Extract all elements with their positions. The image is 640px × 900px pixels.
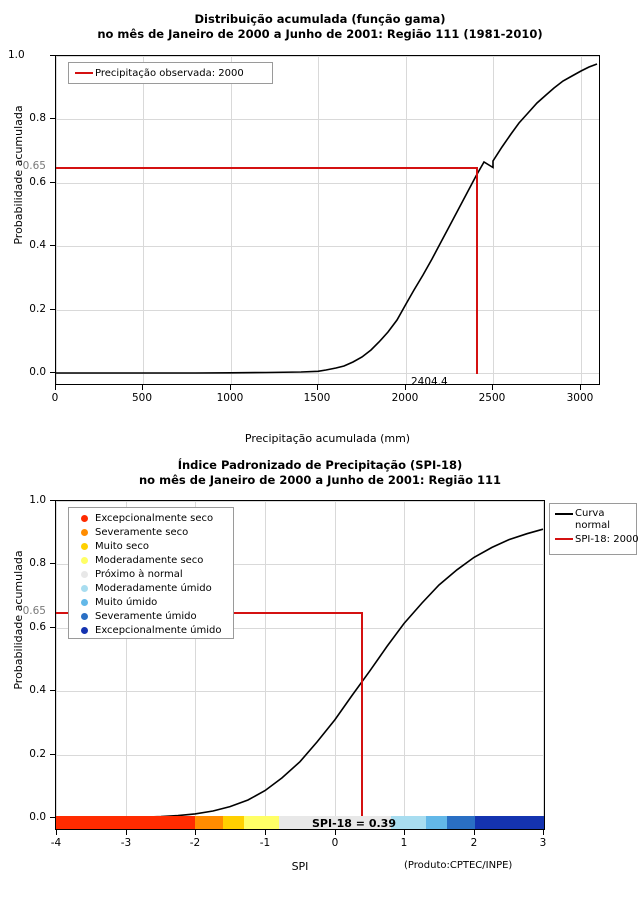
top-chart-title-line2: no mês de Janeiro de 2000 a Junho de 2001: Região 111 (1981-2010)	[97, 27, 543, 41]
category-dot-icon	[73, 515, 95, 522]
top-ytick	[50, 245, 55, 246]
spi-band-excepcionalmente-umido	[475, 816, 544, 829]
bottom-xtick-label: 0	[331, 837, 339, 849]
spi-chart	[0, 450, 640, 900]
legend-item-label: Moderadamente seco	[95, 554, 204, 566]
top-ytick	[50, 372, 55, 373]
top-highlight-prob-label: 0.65	[22, 160, 46, 172]
bottom-chart-title-line1: Índice Padronizado de Precipitação (SPI-18)	[177, 458, 463, 472]
observed-value-line	[476, 167, 478, 374]
legend-item	[73, 567, 229, 581]
legend-item-label: Curva normal	[575, 508, 611, 531]
bottom-chart-title	[0, 458, 640, 488]
bottom-xtick	[474, 830, 475, 835]
observed-probability-line	[56, 167, 477, 169]
bottom-xtick-label: -4	[50, 837, 62, 849]
top-plot-area	[55, 55, 600, 385]
top-ytick	[50, 118, 55, 119]
bottom-xtick	[56, 830, 57, 835]
bottom-ytick-label: 0.6	[29, 621, 46, 633]
spi-value-label: SPI-18 = 0.39	[312, 817, 396, 830]
bottom-ytick-label: 0.4	[29, 684, 46, 696]
legend-item-label: Precipitação observada: 2000	[95, 67, 244, 79]
top-ytick-label: 0.2	[29, 303, 46, 315]
category-dot-icon	[73, 599, 95, 606]
spi-band-moderadamente-umido	[391, 816, 426, 829]
top-xtick-label: 1500	[303, 392, 331, 404]
legend-item-label: Excepcionalmente seco	[95, 512, 214, 524]
spi-band-severamente-umido	[447, 816, 475, 829]
top-ytick	[50, 182, 55, 183]
top-ytick-label: 0.0	[29, 366, 46, 378]
spi-category-legend	[68, 507, 234, 639]
bottom-ytick	[50, 627, 55, 628]
top-ytick-label: 1.0	[8, 49, 25, 61]
bottom-xtick	[404, 830, 405, 835]
bottom-ytick-label: 0.2	[29, 748, 46, 760]
top-xtick	[405, 385, 406, 390]
legend-item	[73, 539, 229, 553]
bottom-xaxis-title: SPI	[291, 860, 309, 873]
bottom-xtick-label: -2	[189, 837, 201, 849]
legend-item	[553, 532, 639, 546]
top-xtick-label: 2500	[478, 392, 506, 404]
observed-value-label: 2404.4	[411, 376, 448, 388]
gamma-cdf-curve	[56, 56, 599, 384]
legend-item-label: Muito úmido	[95, 596, 158, 608]
category-dot-icon	[73, 627, 95, 634]
legend-item	[73, 525, 229, 539]
top-ytick-label: 0.8	[29, 112, 46, 124]
top-xtick	[142, 385, 143, 390]
bottom-xtick-label: 1	[400, 837, 408, 849]
top-xtick-label: 1000	[216, 392, 244, 404]
bottom-xtick-label: -1	[259, 837, 271, 849]
spi-band-moderadamente-seco	[244, 816, 279, 829]
top-yaxis-title: Probabilidade acumulada	[12, 105, 25, 245]
top-xtick	[230, 385, 231, 390]
bottom-yaxis-title: Probabilidade acumulada	[12, 550, 25, 690]
spi-category-colorbar	[56, 816, 544, 829]
top-legend	[68, 62, 273, 84]
bottom-ytick	[50, 817, 55, 818]
legend-item	[73, 66, 268, 80]
bottom-xtick-label: 3	[539, 837, 547, 849]
legend-item	[553, 508, 633, 532]
bottom-xtick-label: -3	[120, 837, 132, 849]
bottom-xtick	[543, 830, 544, 835]
category-dot-icon	[73, 613, 95, 620]
spi-band-excepcionalmente-seco	[56, 816, 195, 829]
top-xtick-label: 500	[131, 392, 153, 404]
legend-item	[73, 511, 229, 525]
top-chart-title	[0, 12, 640, 42]
bottom-xtick	[195, 830, 196, 835]
legend-line-icon	[553, 508, 575, 515]
bottom-ytick-label: 1.0	[29, 494, 46, 506]
spi-band-severamente-seco	[195, 816, 223, 829]
category-dot-icon	[73, 571, 95, 578]
top-ytick-label: 0.6	[29, 176, 46, 188]
top-xtick	[492, 385, 493, 390]
legend-item-label: SPI-18: 2000	[575, 533, 639, 545]
legend-item-label: Muito seco	[95, 540, 149, 552]
legend-item-label: Moderadamente úmido	[95, 582, 212, 594]
category-dot-icon	[73, 585, 95, 592]
top-xtick	[317, 385, 318, 390]
bottom-xtick	[265, 830, 266, 835]
bottom-ytick-label: 0.0	[29, 811, 46, 823]
bottom-chart-title-line2: no mês de Janeiro de 2000 a Junho de 2001: Região 111	[139, 473, 501, 487]
legend-item	[73, 623, 229, 637]
bottom-ytick	[50, 500, 55, 501]
category-dot-icon	[73, 529, 95, 536]
category-dot-icon	[73, 543, 95, 550]
top-xtick	[55, 385, 56, 390]
legend-line-icon	[73, 72, 95, 74]
legend-item	[73, 553, 229, 567]
spi-band-muito-seco	[223, 816, 244, 829]
legend-line-icon	[553, 538, 575, 540]
top-xtick-label: 3000	[566, 392, 594, 404]
bottom-highlight-prob-label: 0.65	[22, 605, 46, 617]
bottom-ytick-label: 0.8	[29, 557, 46, 569]
bottom-xtick-label: 2	[470, 837, 478, 849]
top-ytick-label: 0.4	[29, 239, 46, 251]
bottom-ytick	[50, 690, 55, 691]
spi-series-legend	[549, 503, 637, 555]
top-xtick	[580, 385, 581, 390]
legend-item-label: Próximo à normal	[95, 568, 183, 580]
legend-item	[73, 609, 229, 623]
produto-label: (Produto:CPTEC/INPE)	[404, 860, 513, 871]
legend-item	[73, 581, 229, 595]
spi-value-line	[361, 612, 363, 819]
bottom-xtick	[126, 830, 127, 835]
top-xaxis-title: Precipitação acumulada (mm)	[244, 432, 411, 445]
legend-item-label: Severamente seco	[95, 526, 189, 538]
bottom-ytick	[50, 563, 55, 564]
top-ytick	[50, 309, 55, 310]
bottom-xtick	[335, 830, 336, 835]
legend-item	[73, 595, 229, 609]
bottom-ytick	[50, 754, 55, 755]
legend-item-label: Excepcionalmente úmido	[95, 624, 222, 636]
category-dot-icon	[73, 557, 95, 564]
top-xtick-label: 2000	[391, 392, 419, 404]
top-ytick	[50, 55, 55, 56]
legend-item-label: Severamente úmido	[95, 610, 197, 622]
spi-band-muito-umido	[426, 816, 447, 829]
top-xtick-label: 0	[51, 392, 59, 404]
top-chart-title-line1: Distribuição acumulada (função gama)	[194, 12, 446, 26]
